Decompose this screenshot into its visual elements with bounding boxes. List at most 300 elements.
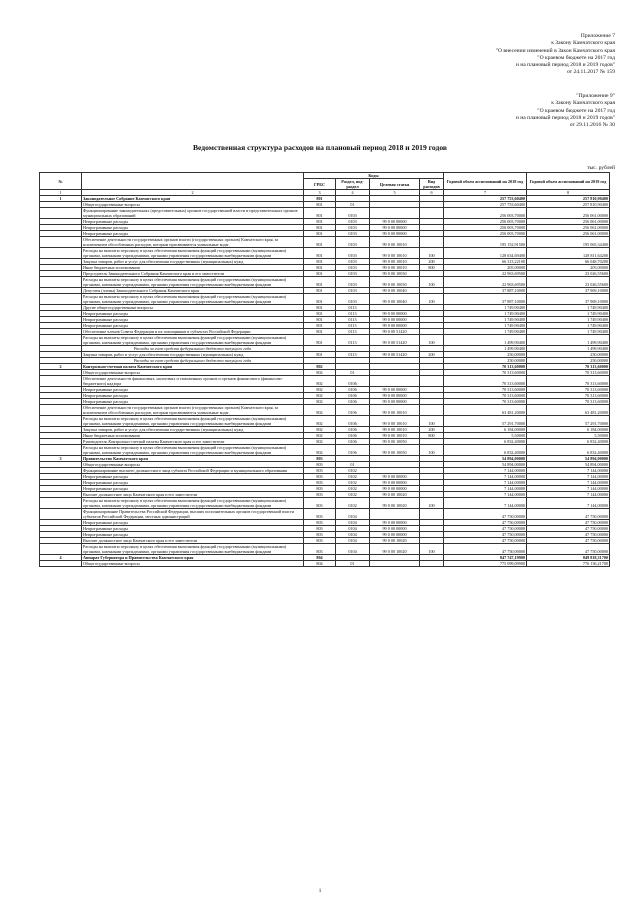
cell-grbs: 802 [304, 416, 336, 427]
cell-name: Председатель Законодательного Собрания Камчатского края и его заместители [82, 271, 304, 277]
cell-cs: 99 0 00 00000 [370, 526, 420, 532]
cell-b: 70 313,60000 [527, 387, 610, 393]
cell-a: 7 144,00000 [444, 474, 527, 480]
cell-name: Высшее должностное лицо Камчатского края и его заместители [82, 538, 304, 544]
cell-num [40, 561, 82, 567]
cell-b: 256 061,00000 [527, 231, 610, 237]
cell-rz: 0113 [336, 317, 370, 323]
cell-vr: 100 [420, 544, 444, 555]
cell-b: 23 026,55600 [527, 277, 610, 288]
cell-num: 3 [40, 456, 82, 462]
cell-grbs: 801 [304, 329, 336, 335]
cell-name: Функционирование законодательных (представительных) органов государственной власти и представительных органов муниципальных образований [82, 208, 304, 219]
cell-rz: 0104 [336, 532, 370, 538]
cell-b: 70 313,60000 [527, 376, 610, 387]
column-number: 8 [527, 190, 610, 196]
cell-a: 5,50000 [444, 433, 527, 439]
cell-grbs: 803 [304, 456, 336, 462]
cell-grbs: 802 [304, 439, 336, 445]
cell-num [40, 498, 82, 509]
cell-grbs: 801 [304, 323, 336, 329]
cell-rz: 0104 [336, 526, 370, 532]
cell-rz: 0104 [336, 520, 370, 526]
cell-rz: 0103 [336, 294, 370, 305]
header-line: "О краевом бюджете на 2017 год [537, 107, 615, 114]
cell-rz: 0103 [336, 248, 370, 259]
appendix-header [496, 33, 615, 77]
column-number: 4 [336, 190, 370, 196]
cell-name: Общегосударственные вопросы [82, 202, 304, 208]
cell-cs: 99 0 00 10040 [370, 288, 420, 294]
cell-name: Непрограммные расходы [82, 526, 304, 532]
cell-b: 256 061,00000 [527, 225, 610, 231]
cell-vr: 200 [420, 352, 444, 358]
cell-a: 47 750,00000 [444, 526, 527, 532]
cell-a: 7 144,00000 [444, 498, 527, 509]
cell-grbs: 803 [304, 492, 336, 498]
cell-num [40, 416, 82, 427]
cell-a: 7 144,00000 [444, 486, 527, 492]
col-grbs: ГРБС [304, 179, 336, 190]
table-row [40, 294, 610, 305]
cell-cs: 99 0 00 10040 [370, 294, 420, 305]
cell-grbs: 801 [304, 294, 336, 305]
cell-a: 775 099,09900 [444, 561, 527, 567]
header-line: "О краевом бюджете на 2017 год [537, 54, 615, 61]
col-num: № [40, 173, 82, 190]
cell-b: 47 750,00000 [527, 526, 610, 532]
cell-b: 256 061,00000 [527, 208, 610, 219]
cell-a: 195 152,91500 [444, 237, 527, 248]
cell-b: 256 061,00000 [527, 219, 610, 225]
cell-cs: 99 0 00 10010 [370, 433, 420, 439]
cell-name: Непрограммные расходы [82, 486, 304, 492]
cell-grbs: 803 [304, 480, 336, 486]
cell-cs: 99 0 00 00000 [370, 219, 420, 225]
cell-vr: 800 [420, 433, 444, 439]
cell-num [40, 208, 82, 219]
cell-cs: 99 0 00 00000 [370, 480, 420, 486]
cell-rz: 0106 [336, 393, 370, 399]
cell-cs: 99 0 00 10010 [370, 416, 420, 427]
cell-b: 63 481,20000 [527, 405, 610, 416]
cell-a: 63 481,20000 [444, 405, 527, 416]
cell-a: 70 313,60000 [444, 376, 527, 387]
cell-a: 1 749,90400 [444, 323, 527, 329]
cell-b: 1 749,90400 [527, 329, 610, 335]
cell-name: Расходы на выплаты персоналу в целях обеспечения выполнения функций государственными (муниципальными) органами, казенными учреждениями, органами управления государственными внебюджетными фондами [82, 248, 304, 259]
cell-cs: 99 0 00 10020 [370, 544, 420, 555]
col-section: Раздел, под-раздел [336, 179, 370, 190]
cell-b: 776 136,21700 [527, 561, 610, 567]
cell-a: 47 750,00000 [444, 544, 527, 555]
cell-b: 47 750,00000 [527, 544, 610, 555]
units-label: тыс. рублей [587, 165, 615, 171]
cell-grbs: 801 [304, 248, 336, 259]
cell-b: 849 818,31700 [527, 555, 610, 561]
cell-grbs: 802 [304, 399, 336, 405]
col-target: Целевая статья [370, 179, 420, 190]
cell-b: 6 832,40000 [527, 439, 610, 445]
cell-a: 57 291,70000 [444, 416, 527, 427]
cell-rz: 0106 [336, 433, 370, 439]
cell-rz: 0103 [336, 231, 370, 237]
table-row [40, 498, 610, 509]
header-line: и на плановый период 2018 и 2019 годов" [515, 114, 615, 121]
cell-name: Непрограммные расходы [82, 520, 304, 526]
cell-a: 256 003,70000 [444, 208, 527, 219]
cell-vr: 800 [420, 265, 444, 271]
cell-grbs: 802 [304, 376, 336, 387]
cell-a: 256 003,70000 [444, 231, 527, 237]
cell-cs [370, 509, 420, 520]
cell-rz: 0106 [336, 399, 370, 405]
cell-name: Закупка товаров, работ и услуг для обеспечения государственных (муниципальных) нужд [82, 352, 304, 358]
cell-a: 66 313,22100 [444, 259, 527, 265]
cell-name: Расходы на выплаты персоналу в целях обеспечения выполнения функций государственными (муниципальными) органами, казенными учреждениями, органами управления государственными внебюджетными фондами [82, 445, 304, 456]
cell-a: 37 887,10000 [444, 294, 527, 305]
table-body [40, 196, 610, 567]
cell-b: 66 048,70200 [527, 259, 610, 265]
cell-grbs: 803 [304, 498, 336, 509]
table-row [40, 561, 610, 567]
cell-rz: 0106 [336, 405, 370, 416]
cell-b: 47 750,00000 [527, 538, 610, 544]
cell-name: Расходы на выплаты персоналу в целях обеспечения выполнения функций государственными (муниципальными) органами, казенными учреждениями, органами управления государственными внебюджетными фондами [82, 498, 304, 509]
cell-name: Расходы на выплаты персоналу в целях обеспечения выполнения функций государственными (муниципальными) органами, казенными учреждениями, органами управления государственными внебюджетными фондами [82, 277, 304, 288]
cell-grbs: 801 [304, 259, 336, 265]
cell-grbs: 801 [304, 311, 336, 317]
cell-name: Закупка товаров, работ и услуг для обеспечения государственных (муниципальных) нужд [82, 427, 304, 433]
cell-cs: 99 0 00 10050 [370, 439, 420, 445]
cell-a: 47 750,00000 [444, 532, 527, 538]
cell-num: 1 [40, 196, 82, 202]
cell-name: Непрограммные расходы [82, 399, 304, 405]
original-appendix-header [516, 93, 615, 129]
cell-b: 47 750,00000 [527, 509, 610, 520]
cell-b: 37 969,10000 [527, 294, 610, 305]
cell-a: 7 144,00000 [444, 468, 527, 474]
cell-num [40, 544, 82, 555]
cell-a: 70 313,60000 [444, 393, 527, 399]
cell-name: Обеспечение деятельности государственных органов власти (государственных органов) Камчатского края, за исключением обособленных расходов, которым присваиваются уникальные коды [82, 237, 304, 248]
cell-cs: 99 0 00 00000 [370, 393, 420, 399]
cell-a: 6 832,40000 [444, 439, 527, 445]
cell-a: 250,00000 [444, 358, 527, 364]
cell-name: Непрограммные расходы [82, 323, 304, 329]
cell-cs: 99 0 00 10030 [370, 277, 420, 288]
cell-grbs: 803 [304, 538, 336, 544]
cell-b: 257 810,90400 [527, 196, 610, 202]
cell-a: 47 750,00000 [444, 509, 527, 520]
cell-grbs: 801 [304, 202, 336, 208]
cell-a: 250,00000 [444, 352, 527, 358]
cell-name: Функционирование Правительства Российской Федерации, высших исполнительных органов государственной власти субъектов Российской Федерации, местных администраций [82, 509, 304, 520]
cell-a: 1 749,90400 [444, 317, 527, 323]
cell-b: 7 144,00000 [527, 486, 610, 492]
cell-a: 22 963,69500 [444, 277, 527, 288]
cell-cs: 99 0 00 10010 [370, 237, 420, 248]
column-number: 6 [420, 190, 444, 196]
cell-grbs: 803 [304, 462, 336, 468]
cell-vr [420, 405, 444, 416]
cell-b: 7 144,00000 [527, 498, 610, 509]
cell-cs: 99 0 00 00000 [370, 323, 420, 329]
cell-cs: 99 0 00 00000 [370, 474, 420, 480]
cell-rz: 0102 [336, 474, 370, 480]
cell-name: Общегосударственные вопросы [82, 561, 304, 567]
cell-a: 70 313,60000 [444, 399, 527, 405]
cell-grbs: 802 [304, 370, 336, 376]
cell-b: 7 144,00000 [527, 468, 610, 474]
cell-a: 256 003,70000 [444, 219, 527, 225]
cell-name: Руководитель Контрольно-счетной палаты Камчатского края и его заместители [82, 439, 304, 445]
cell-num [40, 376, 82, 387]
cell-grbs: 803 [304, 544, 336, 555]
header-line: "Приложение 9" [576, 93, 615, 99]
cell-b: 54 894,00000 [527, 456, 610, 462]
cell-rz: 0103 [336, 277, 370, 288]
cell-b: 1 749,90400 [527, 317, 610, 323]
cell-name: Иные бюджетные ассигнования [82, 433, 304, 439]
cell-name: Расходы за счет средств федерального бюджета текущего года [82, 346, 304, 352]
cell-grbs: 801 [304, 277, 336, 288]
cell-b: 6 184,00000 [527, 427, 610, 433]
cell-cs: 99 0 00 00000 [370, 399, 420, 405]
cell-rz: 0104 [336, 509, 370, 520]
cell-rz: 01 [336, 370, 370, 376]
cell-num [40, 237, 82, 248]
header-line: от 24.11.2017 № 159 [566, 69, 615, 76]
cell-num: 4 [40, 555, 82, 561]
cell-name: Непрограммные расходы [82, 317, 304, 323]
cell-grbs: 801 [304, 231, 336, 237]
cell-vr: 100 [420, 294, 444, 305]
expenditure-table [39, 172, 610, 567]
cell-rz: 01 [336, 561, 370, 567]
header-line: к Закону Камчатского края [551, 100, 615, 107]
cell-vr: 100 [420, 416, 444, 427]
cell-vr [420, 509, 444, 520]
cell-rz: 0106 [336, 416, 370, 427]
col-vr: Вид расходов [420, 179, 444, 190]
cell-rz: 0104 [336, 538, 370, 544]
cell-grbs: 802 [304, 387, 336, 393]
cell-name: Правительство Камчатского края [82, 456, 304, 462]
cell-rz: 0103 [336, 259, 370, 265]
cell-a: 256 003,70000 [444, 225, 527, 231]
cell-grbs: 801 [304, 271, 336, 277]
cell-cs: 99 0 00 00000 [370, 317, 420, 323]
cell-grbs: 803 [304, 486, 336, 492]
cell-name: Расходы на выплаты персоналу в целях обеспечения выполнения функций государственными (муниципальными) органами, казенными учреждениями, органами управления государственными внебюджетными фондами [82, 416, 304, 427]
cell-a: 1 499,90400 [444, 346, 527, 352]
cell-cs: 99 0 00 10020 [370, 498, 420, 509]
cell-a: 54 894,00000 [444, 462, 527, 468]
cell-vr: 100 [420, 277, 444, 288]
header-line: к Закону Камчатского края [551, 40, 615, 47]
cell-a: 7 144,00000 [444, 492, 527, 498]
cell-vr: 100 [420, 498, 444, 509]
cell-b: 257 810,90400 [527, 202, 610, 208]
cell-name: Непрограммные расходы [82, 231, 304, 237]
cell-cs: 99 0 00 00000 [370, 231, 420, 237]
cell-a: 70 313,60000 [444, 370, 527, 376]
cell-a: 70 313,60000 [444, 387, 527, 393]
cell-cs: 99 0 00 10010 [370, 427, 420, 433]
cell-b: 7 144,00000 [527, 474, 610, 480]
cell-name: Функционирование высшего должностного лица субъекта Российской Федерации и муниципального образования [82, 468, 304, 474]
table-row [40, 277, 610, 288]
cell-name: Расходы на выплаты персоналу в целях обеспечения выполнения функций государственными (муниципальными) органами, казенными учреждениями, органами управления государственными внебюджетными фондами [82, 335, 304, 346]
cell-grbs: 802 [304, 427, 336, 433]
header-line: "О внесении изменений в Закон Камчатского края [495, 47, 615, 54]
table-row [40, 416, 610, 427]
cell-num [40, 445, 82, 456]
cell-a: 847 747,19900 [444, 555, 527, 561]
cell-grbs: 803 [304, 520, 336, 526]
cell-b: 1 749,90400 [527, 323, 610, 329]
cell-num [40, 277, 82, 288]
cell-rz: 0103 [336, 219, 370, 225]
cell-grbs: 801 [304, 237, 336, 248]
cell-cs: 99 0 00 51420 [370, 335, 420, 346]
cell-name: Непрограммные расходы [82, 474, 304, 480]
cell-rz: 0103 [336, 265, 370, 271]
cell-num [40, 248, 82, 259]
cell-cs: 99 0 00 10020 [370, 538, 420, 544]
cell-a: 1 749,90400 [444, 311, 527, 317]
cell-grbs: 803 [304, 474, 336, 480]
cell-a: 257 753,60400 [444, 196, 527, 202]
cell-grbs: 804 [304, 561, 336, 567]
cell-name: Аппарат Губернатора и Правительства Камчатского края [82, 555, 304, 561]
cell-vr: 200 [420, 259, 444, 265]
cell-rz: 0103 [336, 288, 370, 294]
cell-grbs: 801 [304, 219, 336, 225]
cell-grbs: 801 [304, 196, 336, 202]
cell-num [40, 405, 82, 416]
cell-b: 47 750,00000 [527, 532, 610, 538]
cell-rz: 01 [336, 462, 370, 468]
cell-grbs: 801 [304, 335, 336, 346]
cell-name: Непрограммные расходы [82, 219, 304, 225]
cell-cs: 99 0 00 00000 [370, 520, 420, 526]
cell-rz: 0102 [336, 468, 370, 474]
cell-b: 7 144,00000 [527, 492, 610, 498]
cell-b: 1 749,90400 [527, 311, 610, 317]
cell-a: 1 749,90400 [444, 305, 527, 311]
column-number: 1 [40, 190, 82, 196]
document-title: Ведомственная структура расходов на плановый период 2018 и 2019 годов [192, 143, 448, 152]
cell-rz: 0113 [336, 311, 370, 317]
cell-b: 6 832,40000 [527, 445, 610, 456]
cell-rz: 0113 [336, 305, 370, 311]
table-row [40, 405, 610, 416]
cell-a: 1 749,90400 [444, 329, 527, 335]
cell-name: Расходы на выплаты персоналу в целях обеспечения выполнения функций государственными (муниципальными) органами, казенными учреждениями, органами управления государственными внебюджетными фондами [82, 294, 304, 305]
cell-grbs: 801 [304, 305, 336, 311]
cell-cs: 99 0 00 51420 [370, 352, 420, 358]
cell-b: 205,00000 [527, 265, 610, 271]
cell-name: Депутаты (члены) Законодательного Собрания Камчатского края [82, 288, 304, 294]
cell-vr [420, 208, 444, 219]
column-number: 5 [370, 190, 420, 196]
table-row [40, 208, 610, 219]
cell-vr: 200 [420, 427, 444, 433]
cell-rz: 0103 [336, 208, 370, 219]
cell-name: Обеспечение членов Совета Федерации и их помощников в субъектах Российской Федерации [82, 329, 304, 335]
cell-cs: 99 0 00 10050 [370, 445, 420, 456]
cell-a: 257 753,60400 [444, 202, 527, 208]
cell-b: 250,00000 [527, 358, 610, 364]
cell-b: 70 313,60000 [527, 370, 610, 376]
cell-b: 70 313,60000 [527, 393, 610, 399]
cell-a: 37 887,10000 [444, 288, 527, 294]
cell-cs: 99 0 00 00000 [370, 387, 420, 393]
cell-name: Непрограммные расходы [82, 480, 304, 486]
cell-grbs: 804 [304, 555, 336, 561]
cell-rz: 0106 [336, 387, 370, 393]
cell-rz: 0113 [336, 323, 370, 329]
cell-a: 22 963,69500 [444, 271, 527, 277]
cell-name: Непрограммные расходы [82, 393, 304, 399]
cell-b: 54 894,00000 [527, 462, 610, 468]
cell-b: 70 313,60000 [527, 364, 610, 370]
header-line: и на плановый период 2018 и 2019 годов" [515, 62, 615, 69]
cell-name: Другие общегосударственные вопросы [82, 305, 304, 311]
cell-rz: 0103 [336, 237, 370, 248]
cell-grbs: 803 [304, 532, 336, 538]
cell-rz: 0106 [336, 376, 370, 387]
cell-vr [420, 237, 444, 248]
cell-a: 47 750,00000 [444, 520, 527, 526]
cell-name: Закупка товаров, работ и услуг для обеспечения государственных (муниципальных) нужд [82, 259, 304, 265]
cell-rz: 0102 [336, 480, 370, 486]
cell-a: 128 634,69400 [444, 248, 527, 259]
table-row [40, 237, 610, 248]
cell-grbs: 801 [304, 317, 336, 323]
cell-cs: 99 0 00 10030 [370, 271, 420, 277]
cell-a: 54 894,00000 [444, 456, 527, 462]
cell-name: Расходы на выплаты персоналу в целях обеспечения выполнения функций государственными (муниципальными) органами, казенными учреждениями, органами управления государственными внебюджетными фондами [82, 544, 304, 555]
cell-grbs: 802 [304, 433, 336, 439]
cell-b: 1 499,90400 [527, 346, 610, 352]
cell-grbs: 801 [304, 352, 336, 358]
cell-cs: 99 0 00 00000 [370, 225, 420, 231]
table-row [40, 445, 610, 456]
cell-cs: 99 0 00 10010 [370, 259, 420, 265]
cell-vr [420, 561, 444, 567]
cell-rz: 01 [336, 202, 370, 208]
cell-cs: 99 0 00 00000 [370, 486, 420, 492]
cell-rz: 0113 [336, 335, 370, 346]
cell-name: Непрограммные расходы [82, 387, 304, 393]
cell-a: 1 499,90400 [444, 335, 527, 346]
cell-a: 6 832,40000 [444, 445, 527, 456]
cell-cs: 99 0 00 10020 [370, 492, 420, 498]
header-line: Приложение 7 [580, 33, 615, 39]
cell-rz: 0102 [336, 486, 370, 492]
cell-name: Непрограммные расходы [82, 225, 304, 231]
cell-a: 205,00000 [444, 265, 527, 271]
cell-grbs: 801 [304, 208, 336, 219]
cell-rz: 0106 [336, 439, 370, 445]
header-line: от 29.11.2016 № 30 [569, 122, 615, 129]
cell-rz: 0113 [336, 352, 370, 358]
cell-name: Непрограммные расходы [82, 311, 304, 317]
cell-name: Высшее должностное лицо Камчатского края и его заместители [82, 492, 304, 498]
